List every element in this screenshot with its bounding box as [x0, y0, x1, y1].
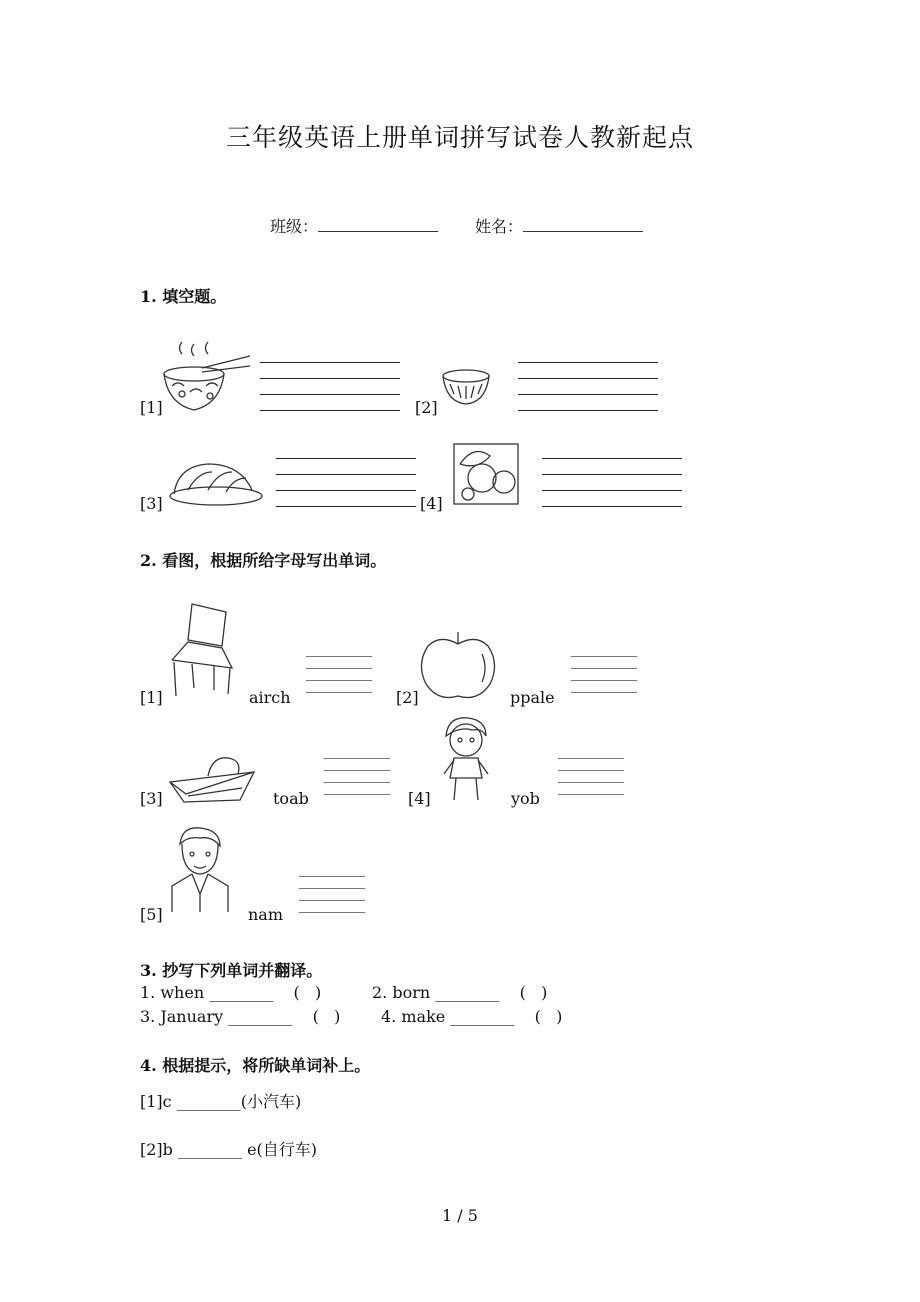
class-label: 班级：: [270, 217, 319, 236]
man-icon: [170, 824, 230, 914]
s2-item1-label: [1]: [140, 688, 163, 707]
section3-heading: 3. 抄写下列单词并翻译。: [140, 961, 323, 980]
s2-item2-letters: ppale: [510, 688, 555, 707]
section2-heading: 2. 看图，根据所给字母写出单词。: [140, 551, 387, 570]
s1-item2-label: [2]: [415, 398, 438, 417]
class-blank[interactable]: [318, 217, 438, 232]
s3-row2-item1[interactable]: 3. January ________ ( ): [140, 1007, 341, 1026]
s3-row1-item1[interactable]: 1. when ________ ( ): [140, 983, 322, 1002]
s2-item3-label: [3]: [140, 789, 163, 808]
apple-icon: [420, 630, 496, 702]
s2-item2-label: [2]: [396, 688, 419, 707]
s2-item4-label: [4]: [408, 789, 431, 808]
bread-icon: [168, 460, 268, 510]
section1-heading: 1. 填空题。: [140, 287, 227, 306]
s1-item1-label: [1]: [140, 398, 163, 417]
s2-item4-letters: yob: [511, 789, 540, 808]
s1-item3-label: [3]: [140, 494, 163, 513]
s2-item2-lines[interactable]: [571, 656, 637, 704]
s2-item3-lines[interactable]: [324, 758, 390, 806]
rice-bowl-icon: [442, 368, 492, 408]
fruit-icon: [452, 436, 522, 508]
s1-item4-label: [4]: [420, 494, 443, 513]
name-field: [475, 214, 643, 237]
s3-row1-item2[interactable]: 2. born ________ ( ): [372, 983, 548, 1002]
name-blank[interactable]: [523, 217, 643, 232]
s2-item5-label: [5]: [140, 905, 163, 924]
s2-item4-lines[interactable]: [558, 758, 624, 806]
s1-item3-lines[interactable]: [276, 458, 416, 522]
boy-icon: [442, 716, 490, 804]
page-number: 1 / 5: [442, 1206, 478, 1225]
s2-item3-letters: toab: [273, 789, 309, 808]
class-field: [270, 214, 438, 237]
page-title: 三年级英语上册单词拼写试卷人教新起点: [225, 123, 694, 152]
s2-item1-lines[interactable]: [306, 656, 372, 704]
s2-item5-letters: nam: [248, 905, 284, 924]
s2-item5-lines[interactable]: [299, 876, 365, 924]
s4-item1[interactable]: [1]c ________(小汽车): [140, 1092, 302, 1111]
noodle-bowl-icon: [162, 342, 252, 420]
s1-item2-lines[interactable]: [518, 362, 658, 426]
s2-item1-letters: airch: [249, 688, 291, 707]
s4-item2[interactable]: [2]b ________ e(自行车): [140, 1140, 318, 1159]
chair-icon: [170, 602, 236, 698]
s1-item4-lines[interactable]: [542, 458, 682, 522]
s1-item1-lines[interactable]: [260, 362, 400, 426]
boat-icon: [168, 752, 258, 808]
section4-heading: 4. 根据提示，将所缺单词补上。: [140, 1056, 371, 1075]
s3-row2-item2[interactable]: 4. make ________ ( ): [381, 1007, 563, 1026]
name-label: 姓名：: [475, 217, 524, 236]
